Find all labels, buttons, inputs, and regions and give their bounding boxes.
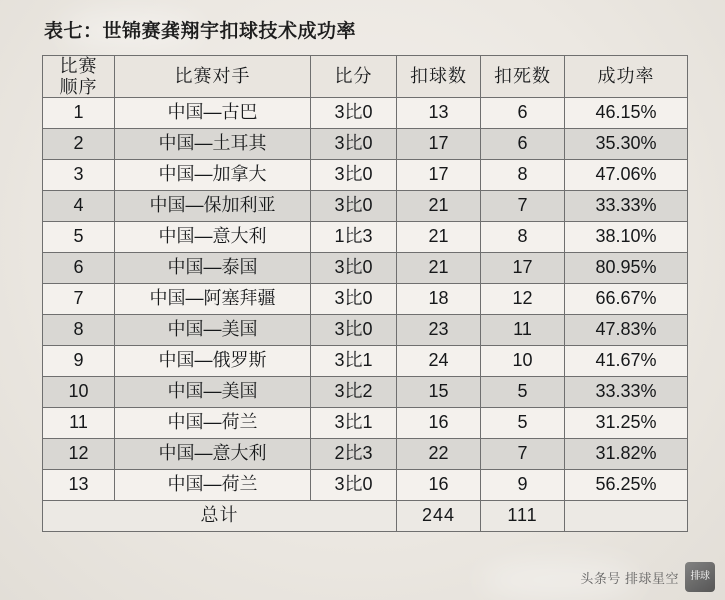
column-header-order-line1: 比赛: [59, 56, 98, 76]
total-label: 总计: [43, 501, 397, 532]
table-row: [43, 408, 688, 439]
cell-kills: 7: [481, 191, 565, 222]
cell-opponent: 中国—俄罗斯: [115, 346, 311, 377]
table-row: [43, 284, 688, 315]
cell-order: 4: [43, 191, 115, 222]
table-body: [43, 98, 688, 501]
cell-score: 3比0: [311, 129, 397, 160]
cell-order: 12: [43, 439, 115, 470]
cell-spikes: 21: [397, 253, 481, 284]
cell-spikes: 17: [397, 129, 481, 160]
cell-order: 13: [43, 470, 115, 501]
cell-rate: 33.33%: [565, 191, 688, 222]
table-footer: [43, 501, 688, 532]
cell-rate: 47.83%: [565, 315, 688, 346]
cell-opponent: 中国—土耳其: [115, 129, 311, 160]
cell-order: 11: [43, 408, 115, 439]
cell-kills: 5: [481, 377, 565, 408]
cell-score: 3比0: [311, 253, 397, 284]
cell-opponent: 中国—加拿大: [115, 160, 311, 191]
cell-rate: 41.67%: [565, 346, 688, 377]
cell-score: 3比0: [311, 284, 397, 315]
table-row: [43, 191, 688, 222]
table-header: [43, 56, 688, 98]
cell-opponent: 中国—泰国: [115, 253, 311, 284]
total-rate: [565, 501, 688, 532]
cell-order: 1: [43, 98, 115, 129]
cell-score: 3比1: [311, 346, 397, 377]
cell-rate: 38.10%: [565, 222, 688, 253]
cell-spikes: 15: [397, 377, 481, 408]
cell-rate: 31.82%: [565, 439, 688, 470]
table-row: [43, 129, 688, 160]
cell-opponent: 中国—美国: [115, 315, 311, 346]
table-row: [43, 253, 688, 284]
cell-score: 3比0: [311, 315, 397, 346]
cell-rate: 47.06%: [565, 160, 688, 191]
column-header-order: [43, 56, 115, 98]
cell-order: 9: [43, 346, 115, 377]
cell-spikes: 16: [397, 408, 481, 439]
watermark: [580, 562, 715, 592]
column-header-spikes: 扣球数: [397, 56, 481, 98]
cell-opponent: 中国—阿塞拜疆: [115, 284, 311, 315]
total-kills: 111: [481, 501, 565, 532]
total-row: [43, 501, 688, 532]
cell-spikes: 13: [397, 98, 481, 129]
cell-score: 3比1: [311, 408, 397, 439]
cell-score: 3比0: [311, 470, 397, 501]
table-row: [43, 470, 688, 501]
cell-spikes: 21: [397, 222, 481, 253]
cell-rate: 35.30%: [565, 129, 688, 160]
cell-opponent: 中国—古巴: [115, 98, 311, 129]
cell-rate: 46.15%: [565, 98, 688, 129]
cell-score: 2比3: [311, 439, 397, 470]
column-header-score: 比分: [311, 56, 397, 98]
watermark-logo-icon: 排球: [685, 562, 715, 592]
cell-order: 6: [43, 253, 115, 284]
cell-spikes: 23: [397, 315, 481, 346]
cell-rate: 33.33%: [565, 377, 688, 408]
cell-kills: 5: [481, 408, 565, 439]
cell-order: 10: [43, 377, 115, 408]
cell-opponent: 中国—荷兰: [115, 408, 311, 439]
cell-order: 8: [43, 315, 115, 346]
column-header-order-line2: 顺序: [59, 76, 98, 97]
table-row: [43, 439, 688, 470]
cell-opponent: 中国—美国: [115, 377, 311, 408]
cell-rate: 80.95%: [565, 253, 688, 284]
spike-success-rate-table: [42, 55, 688, 532]
cell-order: 5: [43, 222, 115, 253]
table-row: [43, 160, 688, 191]
cell-spikes: 24: [397, 346, 481, 377]
cell-order: 7: [43, 284, 115, 315]
table-row: [43, 377, 688, 408]
total-spikes: 244: [397, 501, 481, 532]
cell-order: 2: [43, 129, 115, 160]
cell-kills: 9: [481, 470, 565, 501]
cell-score: 3比0: [311, 160, 397, 191]
table-row: [43, 98, 688, 129]
cell-spikes: 18: [397, 284, 481, 315]
cell-score: 1比3: [311, 222, 397, 253]
cell-kills: 6: [481, 129, 565, 160]
cell-score: 3比0: [311, 191, 397, 222]
cell-kills: 7: [481, 439, 565, 470]
table-row: [43, 315, 688, 346]
cell-spikes: 16: [397, 470, 481, 501]
cell-kills: 8: [481, 222, 565, 253]
cell-spikes: 17: [397, 160, 481, 191]
cell-order: 3: [43, 160, 115, 191]
cell-opponent: 中国—意大利: [115, 222, 311, 253]
cell-kills: 11: [481, 315, 565, 346]
cell-opponent: 中国—意大利: [115, 439, 311, 470]
cell-kills: 12: [481, 284, 565, 315]
cell-spikes: 21: [397, 191, 481, 222]
column-header-opponent: 比赛对手: [115, 56, 311, 98]
cell-score: 3比0: [311, 98, 397, 129]
table-caption: 表七：世锦赛龚翔宇扣球技术成功率: [44, 21, 357, 42]
cell-score: 3比2: [311, 377, 397, 408]
cell-kills: 10: [481, 346, 565, 377]
column-header-kills: 扣死数: [481, 56, 565, 98]
column-header-rate: 成功率: [565, 56, 688, 98]
cell-opponent: 中国—保加利亚: [115, 191, 311, 222]
cell-kills: 6: [481, 98, 565, 129]
cell-kills: 17: [481, 253, 565, 284]
cell-rate: 31.25%: [565, 408, 688, 439]
table-row: [43, 222, 688, 253]
cell-rate: 66.67%: [565, 284, 688, 315]
cell-kills: 8: [481, 160, 565, 191]
table-row: [43, 346, 688, 377]
header-row: [43, 56, 688, 98]
cell-rate: 56.25%: [565, 470, 688, 501]
cell-opponent: 中国—荷兰: [115, 470, 311, 501]
watermark-text: 头条号 排球星空: [580, 570, 679, 586]
cell-spikes: 22: [397, 439, 481, 470]
